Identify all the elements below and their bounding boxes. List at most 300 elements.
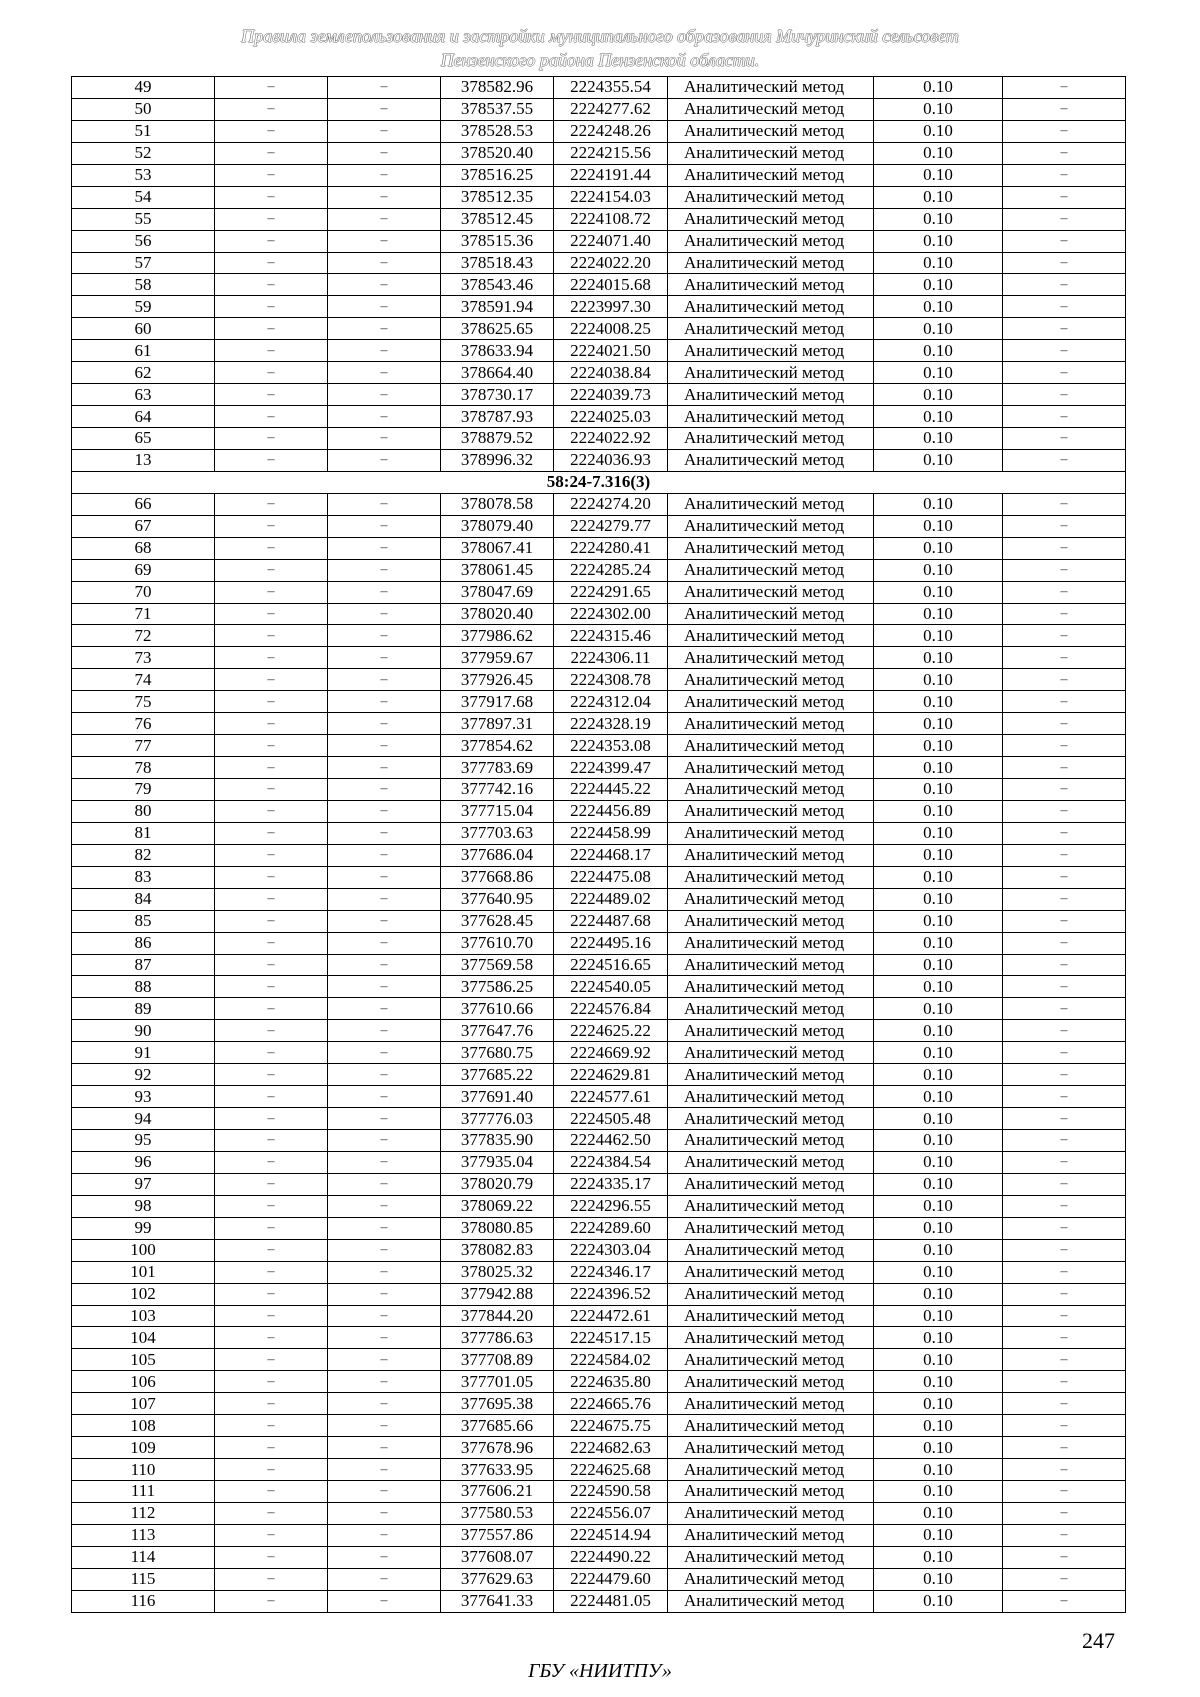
cell-method: Аналитический метод bbox=[668, 779, 874, 801]
cell-cell-empty-a: – bbox=[215, 1305, 328, 1327]
cell-cell-empty-b: – bbox=[328, 1261, 441, 1283]
table-row bbox=[72, 515, 1126, 537]
cell-cell-empty-c: – bbox=[1003, 493, 1126, 515]
cell-cell-empty-a: – bbox=[215, 340, 328, 362]
table-row bbox=[72, 318, 1126, 340]
cell-coord-x: 378518.43 bbox=[441, 252, 554, 274]
cell-accuracy: 0.10 bbox=[874, 120, 1003, 142]
cell-coord-y: 2224108.72 bbox=[554, 208, 668, 230]
cell-cell-empty-c: – bbox=[1003, 1217, 1126, 1239]
cell-cell-empty-c: – bbox=[1003, 1546, 1126, 1568]
cell-accuracy: 0.10 bbox=[874, 1173, 1003, 1195]
cell-point-number: 88 bbox=[72, 976, 215, 998]
cell-coord-x: 377628.45 bbox=[441, 910, 554, 932]
cell-coord-x: 377835.90 bbox=[441, 1130, 554, 1152]
cell-coord-y: 2224682.63 bbox=[554, 1437, 668, 1459]
cell-coord-y: 2224291.65 bbox=[554, 581, 668, 603]
cell-coord-x: 378591.94 bbox=[441, 296, 554, 318]
cell-cell-empty-a: – bbox=[215, 406, 328, 428]
cell-accuracy: 0.10 bbox=[874, 1590, 1003, 1612]
cell-cell-empty-b: – bbox=[328, 406, 441, 428]
cell-cell-empty-c: – bbox=[1003, 77, 1126, 99]
table-row bbox=[72, 1283, 1126, 1305]
cell-method: Аналитический метод bbox=[668, 932, 874, 954]
cell-cell-empty-c: – bbox=[1003, 910, 1126, 932]
cell-cell-empty-b: – bbox=[328, 1173, 441, 1195]
cell-method: Аналитический метод bbox=[668, 1481, 874, 1503]
cell-accuracy: 0.10 bbox=[874, 800, 1003, 822]
cell-cell-empty-a: – bbox=[215, 77, 328, 99]
header-line-2: Пензенского района Пензенской области. bbox=[440, 50, 760, 70]
cell-coord-y: 2224625.68 bbox=[554, 1459, 668, 1481]
table-row bbox=[72, 559, 1126, 581]
cell-point-number: 56 bbox=[72, 230, 215, 252]
cell-cell-empty-b: – bbox=[328, 1437, 441, 1459]
cell-cell-empty-c: – bbox=[1003, 735, 1126, 757]
table-row bbox=[72, 1239, 1126, 1261]
cell-cell-empty-c: – bbox=[1003, 296, 1126, 318]
cell-accuracy: 0.10 bbox=[874, 1415, 1003, 1437]
cell-coord-y: 2224303.04 bbox=[554, 1239, 668, 1261]
cell-cell-empty-b: – bbox=[328, 1459, 441, 1481]
table-row bbox=[72, 1502, 1126, 1524]
cell-method: Аналитический метод bbox=[668, 1524, 874, 1546]
cell-coord-x: 377580.53 bbox=[441, 1502, 554, 1524]
cell-cell-empty-c: – bbox=[1003, 888, 1126, 910]
cell-coord-x: 378996.32 bbox=[441, 449, 554, 471]
table-row bbox=[72, 1524, 1126, 1546]
cell-cell-empty-a: – bbox=[215, 142, 328, 164]
cell-cell-empty-b: – bbox=[328, 186, 441, 208]
cell-cell-empty-c: – bbox=[1003, 1437, 1126, 1459]
cell-coord-y: 2224248.26 bbox=[554, 120, 668, 142]
cell-cell-empty-b: – bbox=[328, 1283, 441, 1305]
cell-point-number: 114 bbox=[72, 1546, 215, 1568]
cell-cell-empty-b: – bbox=[328, 1020, 441, 1042]
cell-accuracy: 0.10 bbox=[874, 713, 1003, 735]
cell-accuracy: 0.10 bbox=[874, 1327, 1003, 1349]
cell-coord-y: 2224328.19 bbox=[554, 713, 668, 735]
cell-cell-empty-c: – bbox=[1003, 1173, 1126, 1195]
cell-method: Аналитический метод bbox=[668, 142, 874, 164]
cell-method: Аналитический метод bbox=[668, 1546, 874, 1568]
cell-cell-empty-b: – bbox=[328, 515, 441, 537]
cell-cell-empty-a: – bbox=[215, 800, 328, 822]
cell-cell-empty-c: – bbox=[1003, 822, 1126, 844]
cell-point-number: 84 bbox=[72, 888, 215, 910]
cell-cell-empty-c: – bbox=[1003, 603, 1126, 625]
cell-point-number: 67 bbox=[72, 515, 215, 537]
cell-coord-y: 2224577.61 bbox=[554, 1086, 668, 1108]
cell-accuracy: 0.10 bbox=[874, 1130, 1003, 1152]
cell-coord-y: 2224475.08 bbox=[554, 866, 668, 888]
cell-cell-empty-c: – bbox=[1003, 1524, 1126, 1546]
cell-cell-empty-b: – bbox=[328, 537, 441, 559]
cell-accuracy: 0.10 bbox=[874, 98, 1003, 120]
cell-method: Аналитический метод bbox=[668, 603, 874, 625]
cell-coord-y: 2224590.58 bbox=[554, 1481, 668, 1503]
header-line-1: Правила землепользования и застройки муниципального образования Мичуринский сельсовет bbox=[241, 26, 959, 46]
cell-cell-empty-a: – bbox=[215, 1524, 328, 1546]
table-row bbox=[72, 954, 1126, 976]
cell-method: Аналитический метод bbox=[668, 866, 874, 888]
cell-point-number: 64 bbox=[72, 406, 215, 428]
cell-point-number: 51 bbox=[72, 120, 215, 142]
cell-coord-y: 2224353.08 bbox=[554, 735, 668, 757]
table-row bbox=[72, 800, 1126, 822]
table-row bbox=[72, 252, 1126, 274]
cell-coord-y: 2224629.81 bbox=[554, 1064, 668, 1086]
cell-cell-empty-b: – bbox=[328, 735, 441, 757]
cell-accuracy: 0.10 bbox=[874, 1546, 1003, 1568]
cell-method: Аналитический метод bbox=[668, 954, 874, 976]
cell-coord-x: 378080.85 bbox=[441, 1217, 554, 1239]
cell-accuracy: 0.10 bbox=[874, 384, 1003, 406]
cell-cell-empty-a: – bbox=[215, 888, 328, 910]
cell-cell-empty-a: – bbox=[215, 822, 328, 844]
cell-cell-empty-a: – bbox=[215, 230, 328, 252]
cell-coord-y: 2224384.54 bbox=[554, 1151, 668, 1173]
table-row bbox=[72, 669, 1126, 691]
cell-cell-empty-c: – bbox=[1003, 1130, 1126, 1152]
cell-cell-empty-c: – bbox=[1003, 625, 1126, 647]
cell-cell-empty-c: – bbox=[1003, 230, 1126, 252]
table-row bbox=[72, 296, 1126, 318]
cell-cell-empty-a: – bbox=[215, 844, 328, 866]
cell-accuracy: 0.10 bbox=[874, 493, 1003, 515]
cell-cell-empty-a: – bbox=[215, 779, 328, 801]
cell-method: Аналитический метод bbox=[668, 800, 874, 822]
cell-method: Аналитический метод bbox=[668, 186, 874, 208]
cell-cell-empty-a: – bbox=[215, 1217, 328, 1239]
cell-point-number: 60 bbox=[72, 318, 215, 340]
cell-cell-empty-b: – bbox=[328, 384, 441, 406]
cell-cell-empty-b: – bbox=[328, 77, 441, 99]
cell-cell-empty-c: – bbox=[1003, 449, 1126, 471]
cell-cell-empty-b: – bbox=[328, 164, 441, 186]
cell-cell-empty-a: – bbox=[215, 493, 328, 515]
cell-coord-x: 377629.63 bbox=[441, 1568, 554, 1590]
cell-cell-empty-b: – bbox=[328, 998, 441, 1020]
cell-cell-empty-b: – bbox=[328, 1195, 441, 1217]
cell-point-number: 94 bbox=[72, 1108, 215, 1130]
cell-cell-empty-a: – bbox=[215, 866, 328, 888]
cell-coord-x: 378067.41 bbox=[441, 537, 554, 559]
cell-coord-x: 377691.40 bbox=[441, 1086, 554, 1108]
cell-accuracy: 0.10 bbox=[874, 1459, 1003, 1481]
cell-coord-y: 2224021.50 bbox=[554, 340, 668, 362]
cell-method: Аналитический метод bbox=[668, 164, 874, 186]
cell-accuracy: 0.10 bbox=[874, 208, 1003, 230]
cell-point-number: 81 bbox=[72, 822, 215, 844]
coordinates-table bbox=[71, 76, 1126, 1613]
cell-accuracy: 0.10 bbox=[874, 274, 1003, 296]
cell-method: Аналитический метод bbox=[668, 844, 874, 866]
cell-coord-x: 378879.52 bbox=[441, 428, 554, 450]
cell-method: Аналитический метод bbox=[668, 1261, 874, 1283]
cell-accuracy: 0.10 bbox=[874, 1568, 1003, 1590]
cell-accuracy: 0.10 bbox=[874, 77, 1003, 99]
cell-coord-x: 377926.45 bbox=[441, 669, 554, 691]
cell-cell-empty-b: – bbox=[328, 1502, 441, 1524]
cell-cell-empty-c: – bbox=[1003, 844, 1126, 866]
cell-point-number: 109 bbox=[72, 1437, 215, 1459]
cell-coord-y: 2224556.07 bbox=[554, 1502, 668, 1524]
cell-coord-y: 2224462.50 bbox=[554, 1130, 668, 1152]
cell-coord-y: 2224008.25 bbox=[554, 318, 668, 340]
cell-point-number: 102 bbox=[72, 1283, 215, 1305]
cell-point-number: 63 bbox=[72, 384, 215, 406]
cell-accuracy: 0.10 bbox=[874, 1042, 1003, 1064]
cell-cell-empty-b: – bbox=[328, 1239, 441, 1261]
cell-cell-empty-c: – bbox=[1003, 1568, 1126, 1590]
cell-accuracy: 0.10 bbox=[874, 603, 1003, 625]
cell-coord-y: 2224669.92 bbox=[554, 1042, 668, 1064]
cell-method: Аналитический метод bbox=[668, 1173, 874, 1195]
cell-method: Аналитический метод bbox=[668, 691, 874, 713]
cell-cell-empty-c: – bbox=[1003, 1151, 1126, 1173]
cell-point-number: 75 bbox=[72, 691, 215, 713]
cell-coord-y: 2224071.40 bbox=[554, 230, 668, 252]
cell-cell-empty-c: – bbox=[1003, 120, 1126, 142]
cell-coord-y: 2224489.02 bbox=[554, 888, 668, 910]
cell-cell-empty-b: – bbox=[328, 844, 441, 866]
table-row bbox=[72, 1195, 1126, 1217]
cell-coord-x: 377640.95 bbox=[441, 888, 554, 910]
cell-accuracy: 0.10 bbox=[874, 1020, 1003, 1042]
cell-accuracy: 0.10 bbox=[874, 1108, 1003, 1130]
cell-method: Аналитический метод bbox=[668, 1086, 874, 1108]
cell-method: Аналитический метод bbox=[668, 120, 874, 142]
table-row bbox=[72, 932, 1126, 954]
table-row bbox=[72, 1305, 1126, 1327]
cell-cell-empty-b: – bbox=[328, 252, 441, 274]
cell-accuracy: 0.10 bbox=[874, 142, 1003, 164]
cell-coord-y: 2224456.89 bbox=[554, 800, 668, 822]
cell-cell-empty-a: – bbox=[215, 1459, 328, 1481]
cell-cell-empty-a: – bbox=[215, 1371, 328, 1393]
cell-coord-y: 2224490.22 bbox=[554, 1546, 668, 1568]
table-row bbox=[72, 1042, 1126, 1064]
table-row bbox=[72, 1349, 1126, 1371]
cell-coord-y: 2224296.55 bbox=[554, 1195, 668, 1217]
cell-coord-x: 377680.75 bbox=[441, 1042, 554, 1064]
cell-accuracy: 0.10 bbox=[874, 1481, 1003, 1503]
cell-coord-x: 378582.96 bbox=[441, 77, 554, 99]
table-row bbox=[72, 625, 1126, 647]
cell-cell-empty-c: – bbox=[1003, 1064, 1126, 1086]
cell-point-number: 58 bbox=[72, 274, 215, 296]
cell-cell-empty-c: – bbox=[1003, 669, 1126, 691]
cell-coord-y: 2224516.65 bbox=[554, 954, 668, 976]
cell-method: Аналитический метод bbox=[668, 208, 874, 230]
cell-point-number: 61 bbox=[72, 340, 215, 362]
cell-cell-empty-a: – bbox=[215, 603, 328, 625]
cell-cell-empty-a: – bbox=[215, 186, 328, 208]
cell-cell-empty-a: – bbox=[215, 274, 328, 296]
cell-method: Аналитический метод bbox=[668, 428, 874, 450]
cell-cell-empty-a: – bbox=[215, 1415, 328, 1437]
cell-accuracy: 0.10 bbox=[874, 910, 1003, 932]
cell-point-number: 104 bbox=[72, 1327, 215, 1349]
cell-point-number: 70 bbox=[72, 581, 215, 603]
cell-coord-y: 2224472.61 bbox=[554, 1305, 668, 1327]
section-header-row bbox=[72, 471, 1126, 493]
cell-cell-empty-b: – bbox=[328, 318, 441, 340]
cell-point-number: 111 bbox=[72, 1481, 215, 1503]
cell-coord-x: 377986.62 bbox=[441, 625, 554, 647]
cell-coord-x: 377942.88 bbox=[441, 1283, 554, 1305]
cell-cell-empty-c: – bbox=[1003, 274, 1126, 296]
table-row bbox=[72, 537, 1126, 559]
cell-point-number: 99 bbox=[72, 1217, 215, 1239]
table-row bbox=[72, 1437, 1126, 1459]
cell-coord-y: 2224445.22 bbox=[554, 779, 668, 801]
cell-cell-empty-a: – bbox=[215, 669, 328, 691]
cell-point-number: 49 bbox=[72, 77, 215, 99]
cell-cell-empty-c: – bbox=[1003, 164, 1126, 186]
cell-coord-x: 378516.25 bbox=[441, 164, 554, 186]
cell-accuracy: 0.10 bbox=[874, 1217, 1003, 1239]
cell-cell-empty-b: – bbox=[328, 120, 441, 142]
cell-method: Аналитический метод bbox=[668, 1371, 874, 1393]
cell-coord-y: 2224025.03 bbox=[554, 406, 668, 428]
cell-cell-empty-b: – bbox=[328, 1217, 441, 1239]
cell-method: Аналитический метод bbox=[668, 1305, 874, 1327]
cell-cell-empty-c: – bbox=[1003, 98, 1126, 120]
table-row bbox=[72, 1568, 1126, 1590]
cell-coord-y: 2224279.77 bbox=[554, 515, 668, 537]
cell-coord-x: 377854.62 bbox=[441, 735, 554, 757]
table-row bbox=[72, 1020, 1126, 1042]
cell-point-number: 105 bbox=[72, 1349, 215, 1371]
cell-cell-empty-c: – bbox=[1003, 713, 1126, 735]
cell-coord-x: 378020.40 bbox=[441, 603, 554, 625]
cell-coord-y: 2224022.92 bbox=[554, 428, 668, 450]
cell-coord-x: 377678.96 bbox=[441, 1437, 554, 1459]
cell-coord-x: 377715.04 bbox=[441, 800, 554, 822]
cell-accuracy: 0.10 bbox=[874, 669, 1003, 691]
cell-accuracy: 0.10 bbox=[874, 164, 1003, 186]
cell-cell-empty-c: – bbox=[1003, 1195, 1126, 1217]
cell-point-number: 89 bbox=[72, 998, 215, 1020]
cell-accuracy: 0.10 bbox=[874, 362, 1003, 384]
cell-coord-x: 377742.16 bbox=[441, 779, 554, 801]
cell-cell-empty-a: – bbox=[215, 1086, 328, 1108]
table-row bbox=[72, 647, 1126, 669]
cell-cell-empty-c: – bbox=[1003, 318, 1126, 340]
table-row bbox=[72, 866, 1126, 888]
cell-cell-empty-b: – bbox=[328, 976, 441, 998]
cell-accuracy: 0.10 bbox=[874, 1524, 1003, 1546]
cell-cell-empty-c: – bbox=[1003, 559, 1126, 581]
cell-cell-empty-a: – bbox=[215, 647, 328, 669]
cell-coord-x: 377557.86 bbox=[441, 1524, 554, 1546]
cell-accuracy: 0.10 bbox=[874, 1151, 1003, 1173]
cell-coord-x: 377569.58 bbox=[441, 954, 554, 976]
cell-coord-x: 378543.46 bbox=[441, 274, 554, 296]
cell-coord-x: 377776.03 bbox=[441, 1108, 554, 1130]
cell-cell-empty-c: – bbox=[1003, 1283, 1126, 1305]
cell-cell-empty-b: – bbox=[328, 1064, 441, 1086]
cell-method: Аналитический метод bbox=[668, 274, 874, 296]
cell-coord-y: 2224312.04 bbox=[554, 691, 668, 713]
cell-cell-empty-a: – bbox=[215, 1064, 328, 1086]
cell-accuracy: 0.10 bbox=[874, 537, 1003, 559]
cell-accuracy: 0.10 bbox=[874, 1064, 1003, 1086]
cell-point-number: 69 bbox=[72, 559, 215, 581]
cell-coord-y: 2224335.17 bbox=[554, 1173, 668, 1195]
cell-cell-empty-c: – bbox=[1003, 252, 1126, 274]
cell-cell-empty-b: – bbox=[328, 757, 441, 779]
cell-point-number: 50 bbox=[72, 98, 215, 120]
cell-coord-y: 2224675.75 bbox=[554, 1415, 668, 1437]
cell-cell-empty-b: – bbox=[328, 1524, 441, 1546]
cell-coord-y: 2224277.62 bbox=[554, 98, 668, 120]
cell-coord-x: 377608.07 bbox=[441, 1546, 554, 1568]
cell-cell-empty-c: – bbox=[1003, 208, 1126, 230]
cell-point-number: 53 bbox=[72, 164, 215, 186]
cell-coord-x: 378047.69 bbox=[441, 581, 554, 603]
cell-coord-y: 2223997.30 bbox=[554, 296, 668, 318]
table-row bbox=[72, 1415, 1126, 1437]
cell-cell-empty-a: – bbox=[215, 252, 328, 274]
cell-method: Аналитический метод bbox=[668, 1130, 874, 1152]
cell-method: Аналитический метод bbox=[668, 77, 874, 99]
table-row bbox=[72, 274, 1126, 296]
cell-coord-y: 2224584.02 bbox=[554, 1349, 668, 1371]
table-row bbox=[72, 998, 1126, 1020]
cell-coord-x: 377695.38 bbox=[441, 1393, 554, 1415]
cell-method: Аналитический метод bbox=[668, 1502, 874, 1524]
cell-cell-empty-a: – bbox=[215, 1283, 328, 1305]
cell-coord-y: 2224487.68 bbox=[554, 910, 668, 932]
cell-cell-empty-b: – bbox=[328, 559, 441, 581]
footer-org-name: ГБУ «НИИТПУ» bbox=[528, 1660, 672, 1682]
cell-cell-empty-c: – bbox=[1003, 340, 1126, 362]
cell-cell-empty-c: – bbox=[1003, 757, 1126, 779]
cell-method: Аналитический метод bbox=[668, 1020, 874, 1042]
cell-cell-empty-a: – bbox=[215, 735, 328, 757]
cell-method: Аналитический метод bbox=[668, 318, 874, 340]
cell-point-number: 100 bbox=[72, 1239, 215, 1261]
cell-cell-empty-a: – bbox=[215, 296, 328, 318]
cell-coord-x: 377610.66 bbox=[441, 998, 554, 1020]
table-row bbox=[72, 1590, 1126, 1612]
cell-method: Аналитический метод bbox=[668, 1393, 874, 1415]
cell-method: Аналитический метод bbox=[668, 1349, 874, 1371]
cell-cell-empty-a: – bbox=[215, 1568, 328, 1590]
cell-accuracy: 0.10 bbox=[874, 866, 1003, 888]
cell-cell-empty-b: – bbox=[328, 866, 441, 888]
cell-method: Аналитический метод bbox=[668, 1415, 874, 1437]
cell-coord-x: 377844.20 bbox=[441, 1305, 554, 1327]
cell-cell-empty-a: – bbox=[215, 1261, 328, 1283]
table-row bbox=[72, 976, 1126, 998]
cell-point-number: 55 bbox=[72, 208, 215, 230]
cell-accuracy: 0.10 bbox=[874, 779, 1003, 801]
cell-cell-empty-b: – bbox=[328, 428, 441, 450]
cell-cell-empty-a: – bbox=[215, 1481, 328, 1503]
table-row bbox=[72, 1217, 1126, 1239]
table-row bbox=[72, 779, 1126, 801]
page-number: 247 bbox=[1082, 1628, 1115, 1653]
cell-cell-empty-b: – bbox=[328, 603, 441, 625]
cell-point-number: 65 bbox=[72, 428, 215, 450]
cell-coord-y: 2224458.99 bbox=[554, 822, 668, 844]
cell-point-number: 66 bbox=[72, 493, 215, 515]
cell-coord-y: 2224625.22 bbox=[554, 1020, 668, 1042]
